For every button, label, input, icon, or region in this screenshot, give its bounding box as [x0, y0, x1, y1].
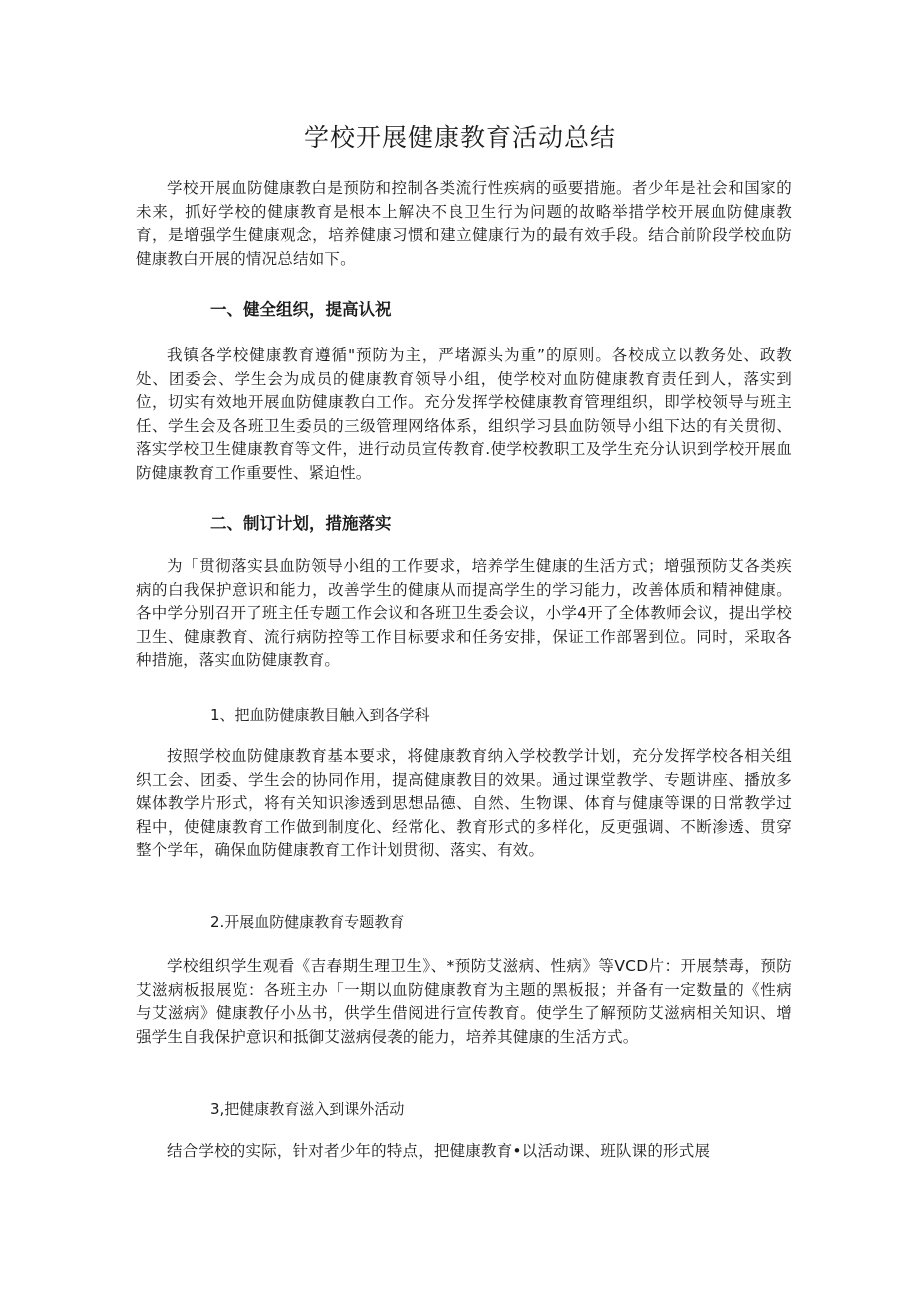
page-title: 学校开展健康教育活动总结 — [303, 123, 616, 152]
subsection1-paragraph: 按照学校血防健康教育基本要求，将健康教育纳入学校教学计划，充分发挥学校各相关组织工会、团委、学生会的协同作用，提高健康教目的效果。通过课堂教学、专题讲座、播放多媒体教学片形式，将有关知识渗透到思想品德、自然、生物课、体育与健康等课的日常教学过程中，使健康教育工作做到制度化、经常化、教育形式的多样化，反更强调、不断渗透、贯穿整个学年，确保血防健康教育工作计划贯彻、落实、有效。 — [136, 747, 792, 859]
section2-heading: 二、制订计划，措施落实 — [210, 514, 392, 533]
section1-paragraph: 我镇各学校健康教育遵循"预防为主，严堵源头为重”的原则。各校成立以教务处、政教处、团委会、学生会为成员的健康教育领导小组，使学校对血防健康教育责任到人，落实到位，切实有效地开展血防健康教白工作。充分发挥学校健康教育管理组织，即学校领导与班主任、学生会及各班卫生委员的三级管理网络体系，组织学习县血防领导小组下达的有关贯彻、落实学校卫生健康教育等文件，进行动员宣传教育.使学校教职工及学生充分认识到学校开展血防健康教育工作重要性、紧迫性。 — [136, 346, 792, 482]
subsection2-paragraph: 学校组织学生观看《吉春期生理卫生》、*预防艾滋病、性病》等VCD片：开展禁毒，预防艾滋病板报展览：各班主办「一期以血防健康教育为主题的黑板报；并备有一定数量的《性病与艾滋病》健康教仔小丛书，供学生借阅进行宣传教育。使学生了解预防艾滋病相关知识、增强学生自我保护意识和抵御艾滋病侵袭的能力，培养其健康的生活方式。 — [136, 957, 792, 1046]
subsection2-heading: 2.开展血防健康教育专题教育 — [210, 913, 405, 931]
subsection3-paragraph: 结合学校的实际，针对者少年的特点，把健康教育•以活动课、班队课的形式展 — [167, 1142, 711, 1160]
subsection3-heading: 3,把健康教育滋入到课外活动 — [210, 1100, 405, 1118]
section2-paragraph: 为「贯彻落实县血防领导小组的工作要求，培养学生健康的生活方式；增强预防艾各类疾病的白我保护意识和能力，改善学生的健康从而提高学生的学习能力，改善体质和精神健康。各中学分别召开了班主任专题工作会议和各班卫生委会议，小学4开了全体教师会议，提出学校卫生、健康教育、流行病防控等工作目标要求和任务安排，保证工作部署到位。同时，采取各种措施，落实血防健康教育。 — [136, 557, 792, 669]
subsection1-heading: 1、把血防健康教目触入到各学科 — [210, 706, 430, 724]
intro-paragraph: 学校开展血防健康教白是预防和控制各类流行性疾病的亟要措施。者少年是社会和国家的未来，抓好学校的健康教育是根本上解决不良卫生行为问题的故略举措学校开展血防健康教育，是增强学生健康观念，培养健康习惯和建立健康行为的最有效手段。结合前阶段学校血防健康教白开展的情况总结如下。 — [136, 179, 792, 268]
section1-heading: 一、健全组织，提高认祝 — [210, 300, 392, 319]
